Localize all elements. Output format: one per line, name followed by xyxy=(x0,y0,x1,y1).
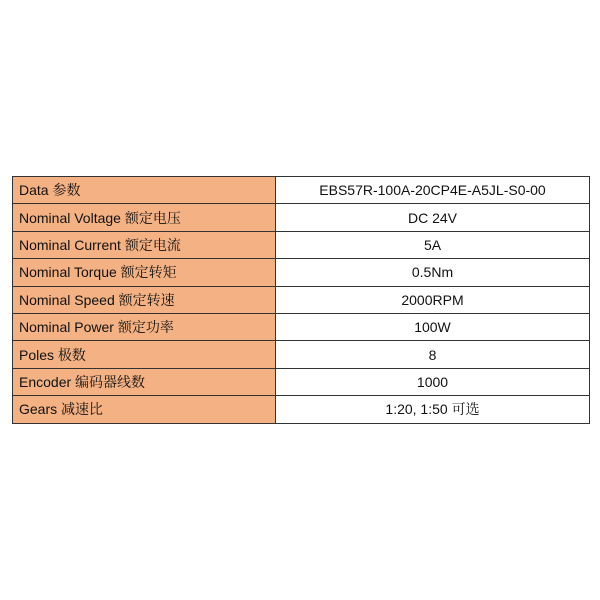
spec-label: Nominal Power 额定功率 xyxy=(13,313,276,340)
table-row xyxy=(13,259,590,286)
table-row xyxy=(13,313,590,340)
table-row xyxy=(13,204,590,231)
spec-label: Nominal Speed 额定转速 xyxy=(13,286,276,313)
spec-value: DC 24V xyxy=(276,204,590,231)
table-row xyxy=(13,368,590,395)
spec-value: 5A xyxy=(276,231,590,258)
spec-value: 8 xyxy=(276,341,590,368)
spec-label: Gears 减速比 xyxy=(13,396,276,423)
table-row xyxy=(13,396,590,423)
spec-value: 0.5Nm xyxy=(276,259,590,286)
table-row xyxy=(13,231,590,258)
table-row xyxy=(13,341,590,368)
spec-value: 100W xyxy=(276,313,590,340)
spec-label: Data 参数 xyxy=(13,177,276,204)
table-row xyxy=(13,286,590,313)
spec-value: EBS57R-100A-20CP4E-A5JL-S0-00 xyxy=(276,177,590,204)
spec-label: Poles 极数 xyxy=(13,341,276,368)
spec-label: Nominal Torque 额定转矩 xyxy=(13,259,276,286)
table-row xyxy=(13,177,590,204)
spec-label: Nominal Current 额定电流 xyxy=(13,231,276,258)
spec-value: 1:20, 1:50 可选 xyxy=(276,396,590,423)
spec-table-body xyxy=(13,177,590,424)
spec-value: 1000 xyxy=(276,368,590,395)
spec-table xyxy=(12,176,590,424)
spec-label: Encoder 编码器线数 xyxy=(13,368,276,395)
spec-label: Nominal Voltage 额定电压 xyxy=(13,204,276,231)
spec-value: 2000RPM xyxy=(276,286,590,313)
